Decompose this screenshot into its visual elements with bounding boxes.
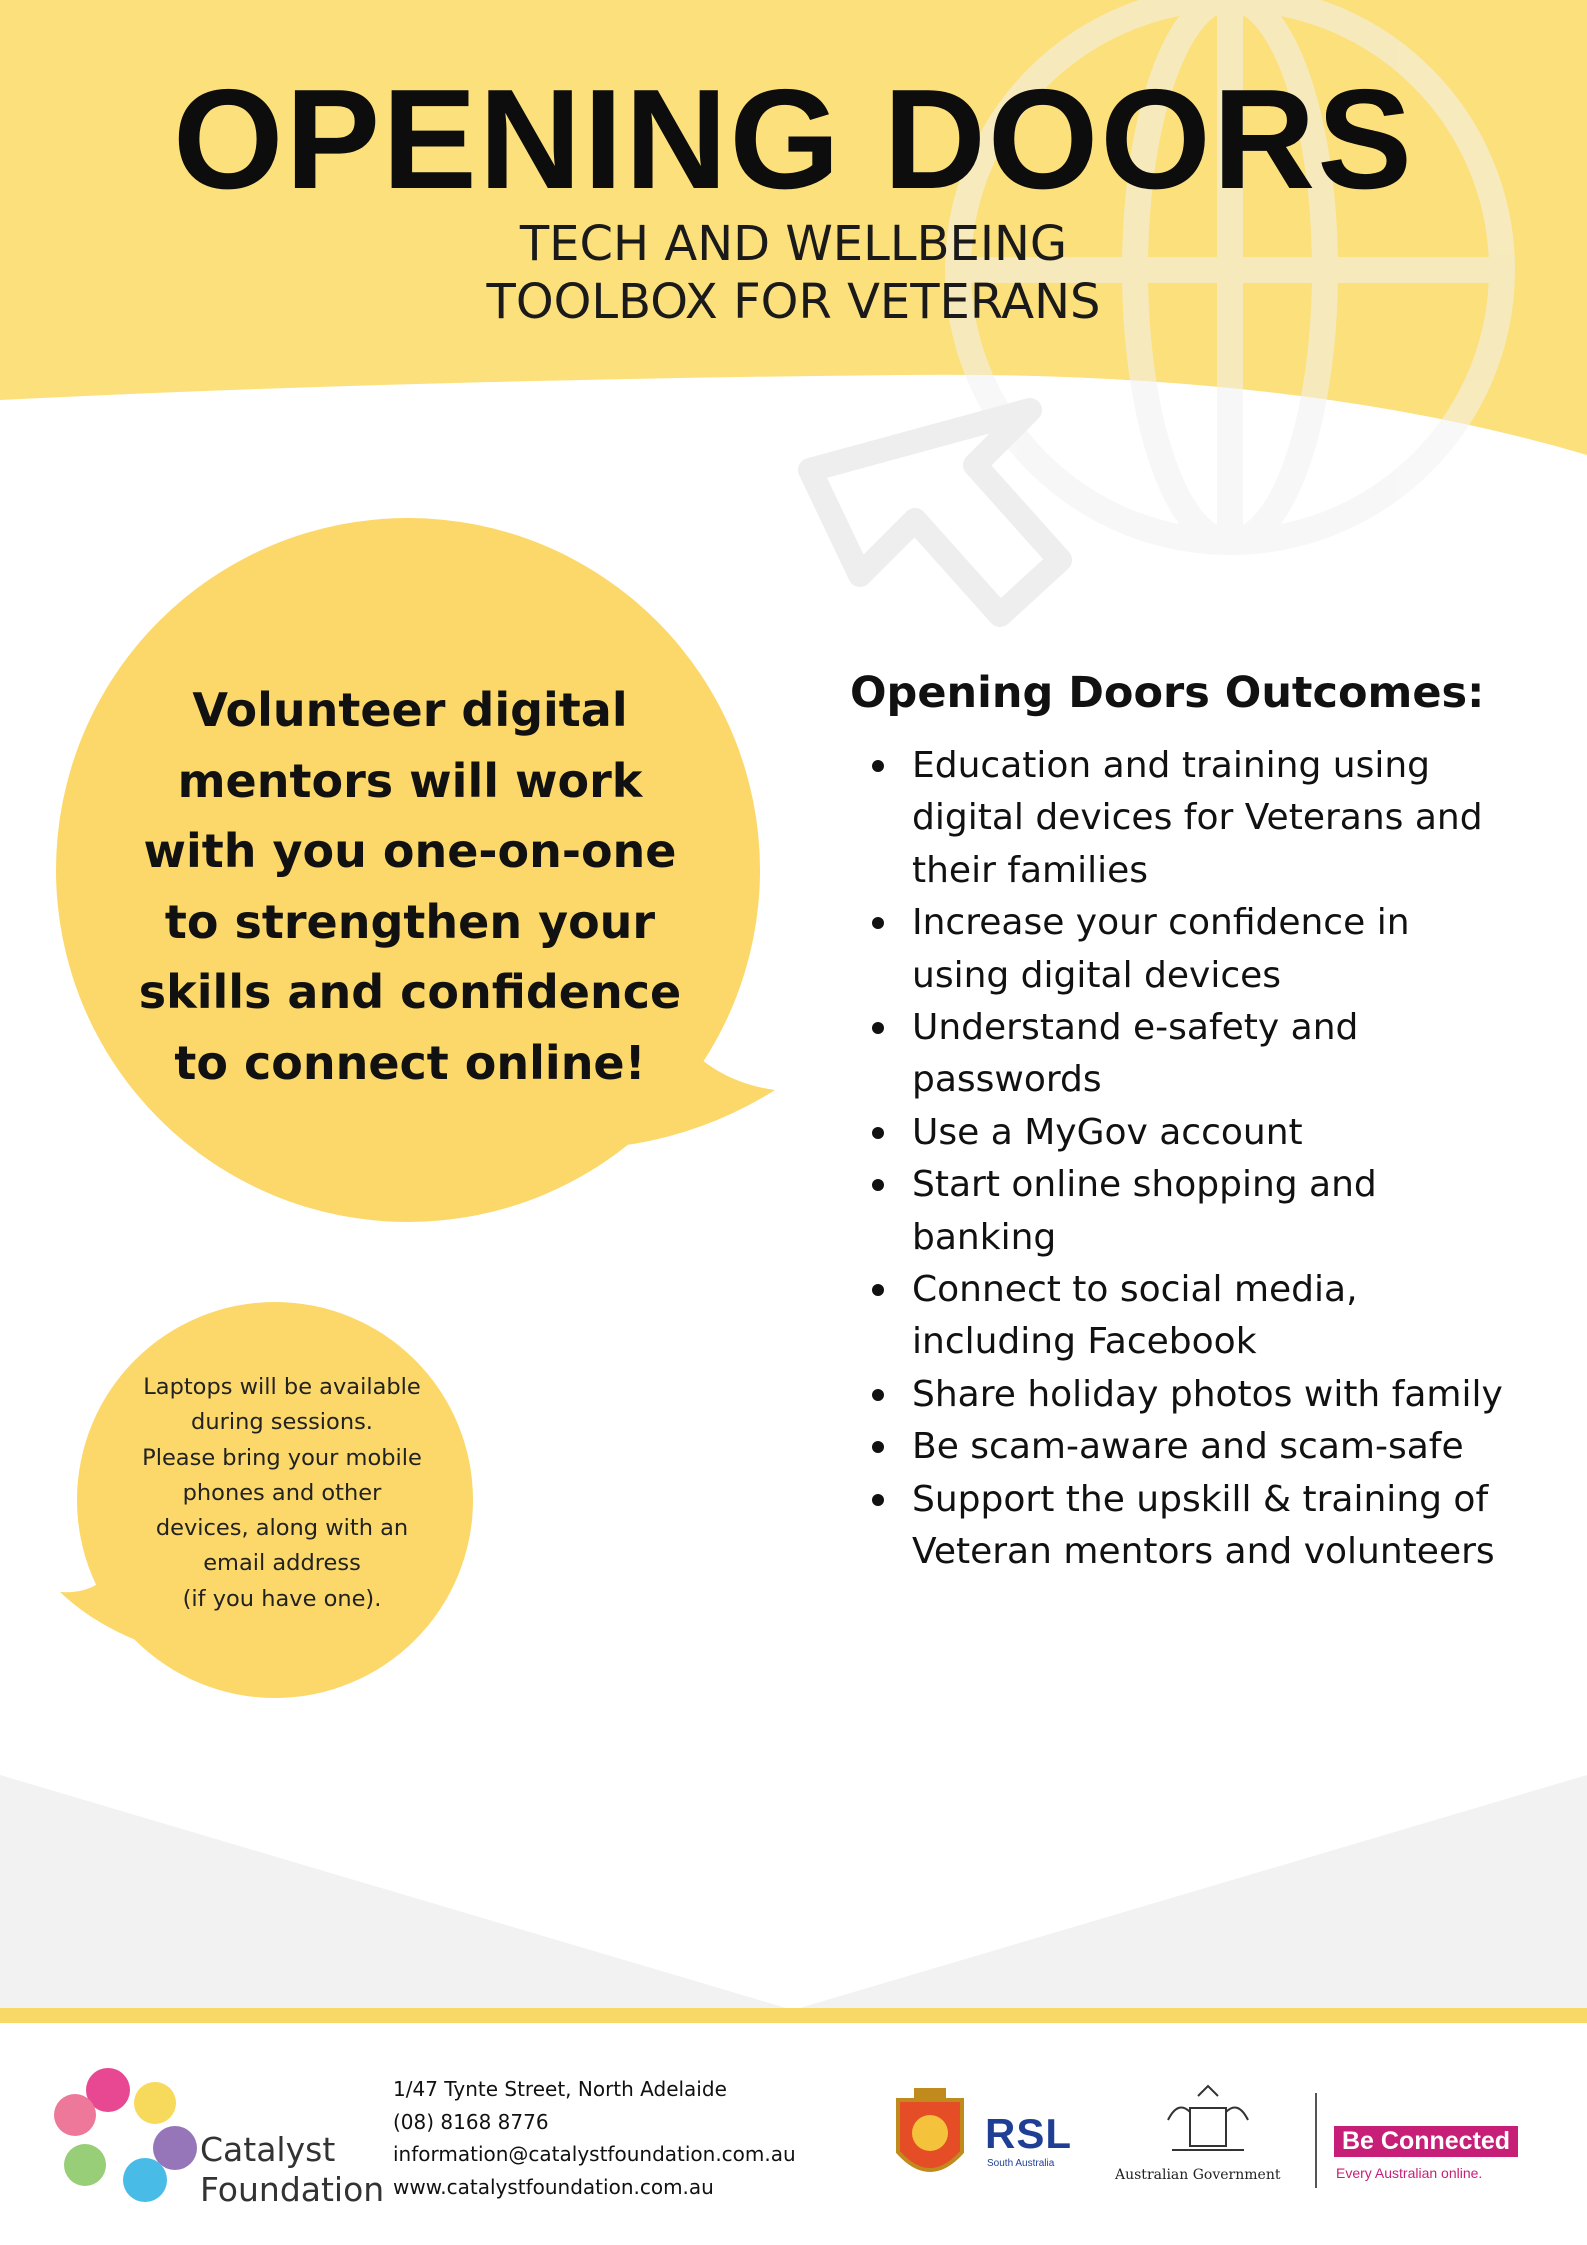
subtitle-line: TECH AND WELLBEING xyxy=(519,216,1068,272)
org-name-line: Catalyst xyxy=(200,2130,336,2169)
bullet-icon xyxy=(872,760,884,772)
subtitle-line: TOOLBOX FOR VETERANS xyxy=(486,274,1101,330)
contact-details xyxy=(393,2073,796,2203)
bullet-icon xyxy=(872,1022,884,1034)
catalyst-foundation-logo xyxy=(54,2068,197,2202)
australian-government-crest-icon xyxy=(1168,2086,1248,2150)
note-line: devices, along with an xyxy=(155,1515,409,1542)
be-connected-logo: Be Connected xyxy=(1334,2126,1518,2157)
main-bubble-text xyxy=(115,675,705,1098)
note-line: Laptops will be available xyxy=(143,1374,421,1400)
outcome-item xyxy=(912,1369,1512,1421)
rsl-label: RSL xyxy=(985,2110,1072,2157)
outcome-line: Use a MyGov account xyxy=(912,1111,1303,1153)
note-line: Please bring your mobile xyxy=(142,1444,422,1471)
outcome-line: Be scam-aware and scam-safe xyxy=(912,1426,1464,1468)
note-line: phones and other xyxy=(182,1479,382,1506)
page-subtitle xyxy=(0,215,1587,331)
outcome-item xyxy=(912,1159,1512,1264)
main-bubble-line: Volunteer digital xyxy=(192,683,628,737)
outcome-item xyxy=(912,1107,1512,1159)
note-bubble-text xyxy=(122,1370,442,1617)
main-bubble-line: to connect online! xyxy=(174,1035,646,1090)
email-link[interactable]: information@catalystfoundation.com.au xyxy=(393,2142,796,2166)
catalyst-foundation-name xyxy=(200,2130,384,2210)
main-bubble-line: mentors will work xyxy=(177,753,643,808)
rsl-sublabel: South Australia xyxy=(987,2158,1055,2169)
outcome-line: banking xyxy=(912,1216,1057,1258)
main-bubble-line: to strengthen your xyxy=(164,894,656,949)
logo-divider xyxy=(1315,2093,1317,2188)
outcomes-heading: Opening Doors Outcomes: xyxy=(850,668,1485,718)
note-line: email address xyxy=(203,1550,361,1577)
outcome-item xyxy=(912,1421,1512,1473)
outcome-item xyxy=(912,1264,1512,1369)
org-name-line: Foundation xyxy=(200,2170,385,2209)
outcome-line: Support the upskill & training of xyxy=(912,1478,1489,1520)
be-connected-tagline: Every Australian online. xyxy=(1336,2165,1483,2181)
page-title: OPENING DOORS xyxy=(172,60,1415,219)
outcome-line: using digital devices xyxy=(912,954,1282,996)
outcome-line: Understand e-safety and xyxy=(912,1007,1359,1049)
bullet-icon xyxy=(872,1494,884,1506)
outcome-item xyxy=(912,1474,1512,1579)
phone-number[interactable]: (08) 8168 8776 xyxy=(393,2109,549,2134)
outcome-line: their families xyxy=(912,849,1149,891)
outcome-item xyxy=(912,1002,1512,1107)
rsl-badge-logo xyxy=(898,2088,962,2170)
bullet-icon xyxy=(872,1127,884,1139)
outcome-line: Increase your confidence in xyxy=(912,902,1410,944)
bullet-icon xyxy=(872,1389,884,1401)
outcome-line: Start online shopping and xyxy=(912,1164,1377,1206)
outcome-item xyxy=(912,897,1512,1002)
footer-divider xyxy=(0,2008,1587,2023)
bullet-icon xyxy=(872,1284,884,1296)
main-bubble-line: with you one-on-one xyxy=(143,824,677,878)
outcomes-list xyxy=(912,740,1512,1579)
outcome-line: digital devices for Veterans and xyxy=(912,797,1483,839)
address: 1/47 Tynte Street, North Adelaide xyxy=(393,2077,727,2101)
website-link[interactable]: www.catalystfoundation.com.au xyxy=(393,2174,714,2199)
outcome-line: Share holiday photos with family xyxy=(912,1373,1503,1415)
outcome-line: Veteran mentors and volunteers xyxy=(912,1531,1495,1573)
outcome-item xyxy=(912,740,1512,897)
bottom-chevron-band xyxy=(0,1775,1587,2010)
note-line: (if you have one). xyxy=(182,1585,382,1612)
outcome-line: Connect to social media, xyxy=(912,1269,1358,1311)
outcome-line: passwords xyxy=(912,1059,1102,1101)
note-line: during sessions. xyxy=(191,1409,373,1436)
outcome-line: Education and training using xyxy=(912,745,1430,786)
main-bubble-line: skills and confidence xyxy=(138,965,682,1019)
australian-government-label: Australian Government xyxy=(1115,2167,1281,2183)
outcome-line: including Facebook xyxy=(912,1321,1257,1363)
